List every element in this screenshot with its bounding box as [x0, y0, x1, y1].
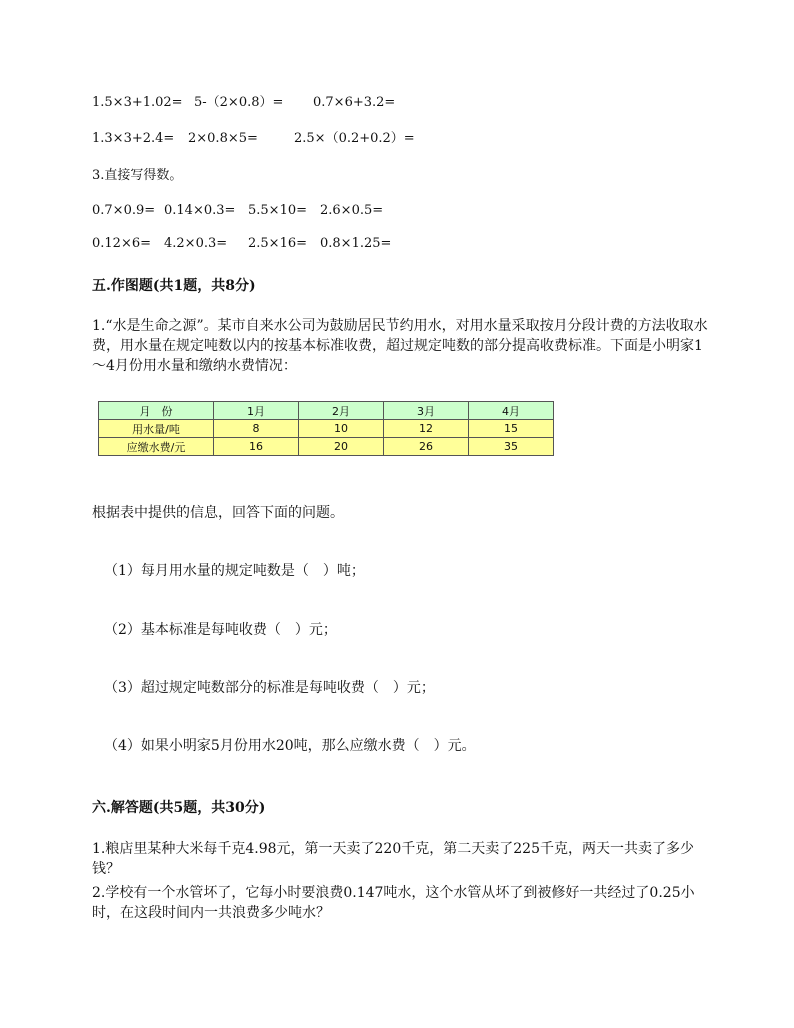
section-5-heading: 五.作图题(共1题，共8分): [92, 278, 256, 294]
table-header-cell: 1月: [214, 402, 299, 420]
calc-item: 1.5×3+1.02=: [92, 95, 183, 110]
table-row-label: 应缴水费/元: [99, 438, 214, 456]
calc-item: 5.5×10=: [248, 203, 308, 218]
table-row-label: 用水量/吨: [99, 420, 214, 438]
question-4: （4）如果小明家5月份用水20吨，那么应缴水费（ ）元。: [104, 738, 476, 754]
table-cell: 12: [384, 420, 469, 438]
calc-item: 0.8×1.25=: [320, 236, 392, 251]
instruction-text: 根据表中提供的信息，回答下面的问题。: [92, 505, 344, 521]
table-header-cell: 2月: [299, 402, 384, 420]
problem-6-1: 1.粮店里某种大米每千克4.98元，第一天卖了220千克，第二天卖了225千克，两天一共卖了多少钱？: [92, 841, 694, 877]
table-cell: 26: [384, 438, 469, 456]
calc-item: 4.2×0.3=: [164, 236, 228, 251]
question-1: （1）每月用水量的规定吨数是（ ）吨；: [104, 563, 365, 579]
table-header-cell: 月 份: [99, 402, 214, 420]
table-header-cell: 4月: [469, 402, 554, 420]
calc-item: 2×0.8×5=: [188, 131, 258, 146]
question-3: （3）超过规定吨数部分的标准是每吨收费（ ）元；: [104, 680, 435, 696]
question-2: （2）基本标准是每吨收费（ ）元；: [104, 622, 337, 638]
calc-item: 5-（2×0.8）=: [194, 95, 284, 110]
water-fee-table: [98, 401, 554, 456]
calc-row-3: [92, 202, 383, 220]
calc-item: 0.7×0.9=: [92, 203, 156, 218]
problem-6-2: 2.学校有一个水管坏了，它每小时要浪费0.147吨水，这个水管从坏了到被修好一共经过了0.25小时，在这段时间内一共浪费多少吨水？: [92, 885, 695, 921]
calc-item: 0.14×0.3=: [164, 203, 236, 218]
table-cell: 15: [469, 420, 554, 438]
calc-item: 2.6×0.5=: [320, 203, 384, 218]
calc-item: 1.3×3+2.4=: [92, 131, 175, 146]
calc-row-4: [92, 235, 391, 253]
table-cell: 8: [214, 420, 299, 438]
section-3-title: 3.直接写得数。: [92, 168, 183, 183]
calc-row-2: [92, 130, 415, 148]
table-cell: 20: [299, 438, 384, 456]
table-cell: 16: [214, 438, 299, 456]
calc-item: 0.7×6+3.2=: [313, 95, 396, 110]
calc-item: 2.5×16=: [248, 236, 308, 251]
calc-item: 2.5×（0.2+0.2）=: [294, 131, 415, 146]
table-header-cell: 3月: [384, 402, 469, 420]
section-6-heading: 六.解答题(共5题，共30分): [92, 800, 266, 816]
problem-5-text: 1.“水是生命之源”。某市自来水公司为鼓励居民节约用水，对用水量采取按月分段计费的方法收取水费，用水量在规定吨数以内的按基本标准收费，超过规定吨数的部分提高收费标准。下面是小明家1～4月份用水量和缴纳水费情况：: [92, 318, 708, 374]
table-header-row: [99, 402, 554, 420]
table-row: [99, 420, 554, 438]
table-cell: 35: [469, 438, 554, 456]
calc-item: 0.12×6=: [92, 236, 152, 251]
table-cell: 10: [299, 420, 384, 438]
calc-row-1: [92, 94, 395, 112]
table-row: [99, 438, 554, 456]
